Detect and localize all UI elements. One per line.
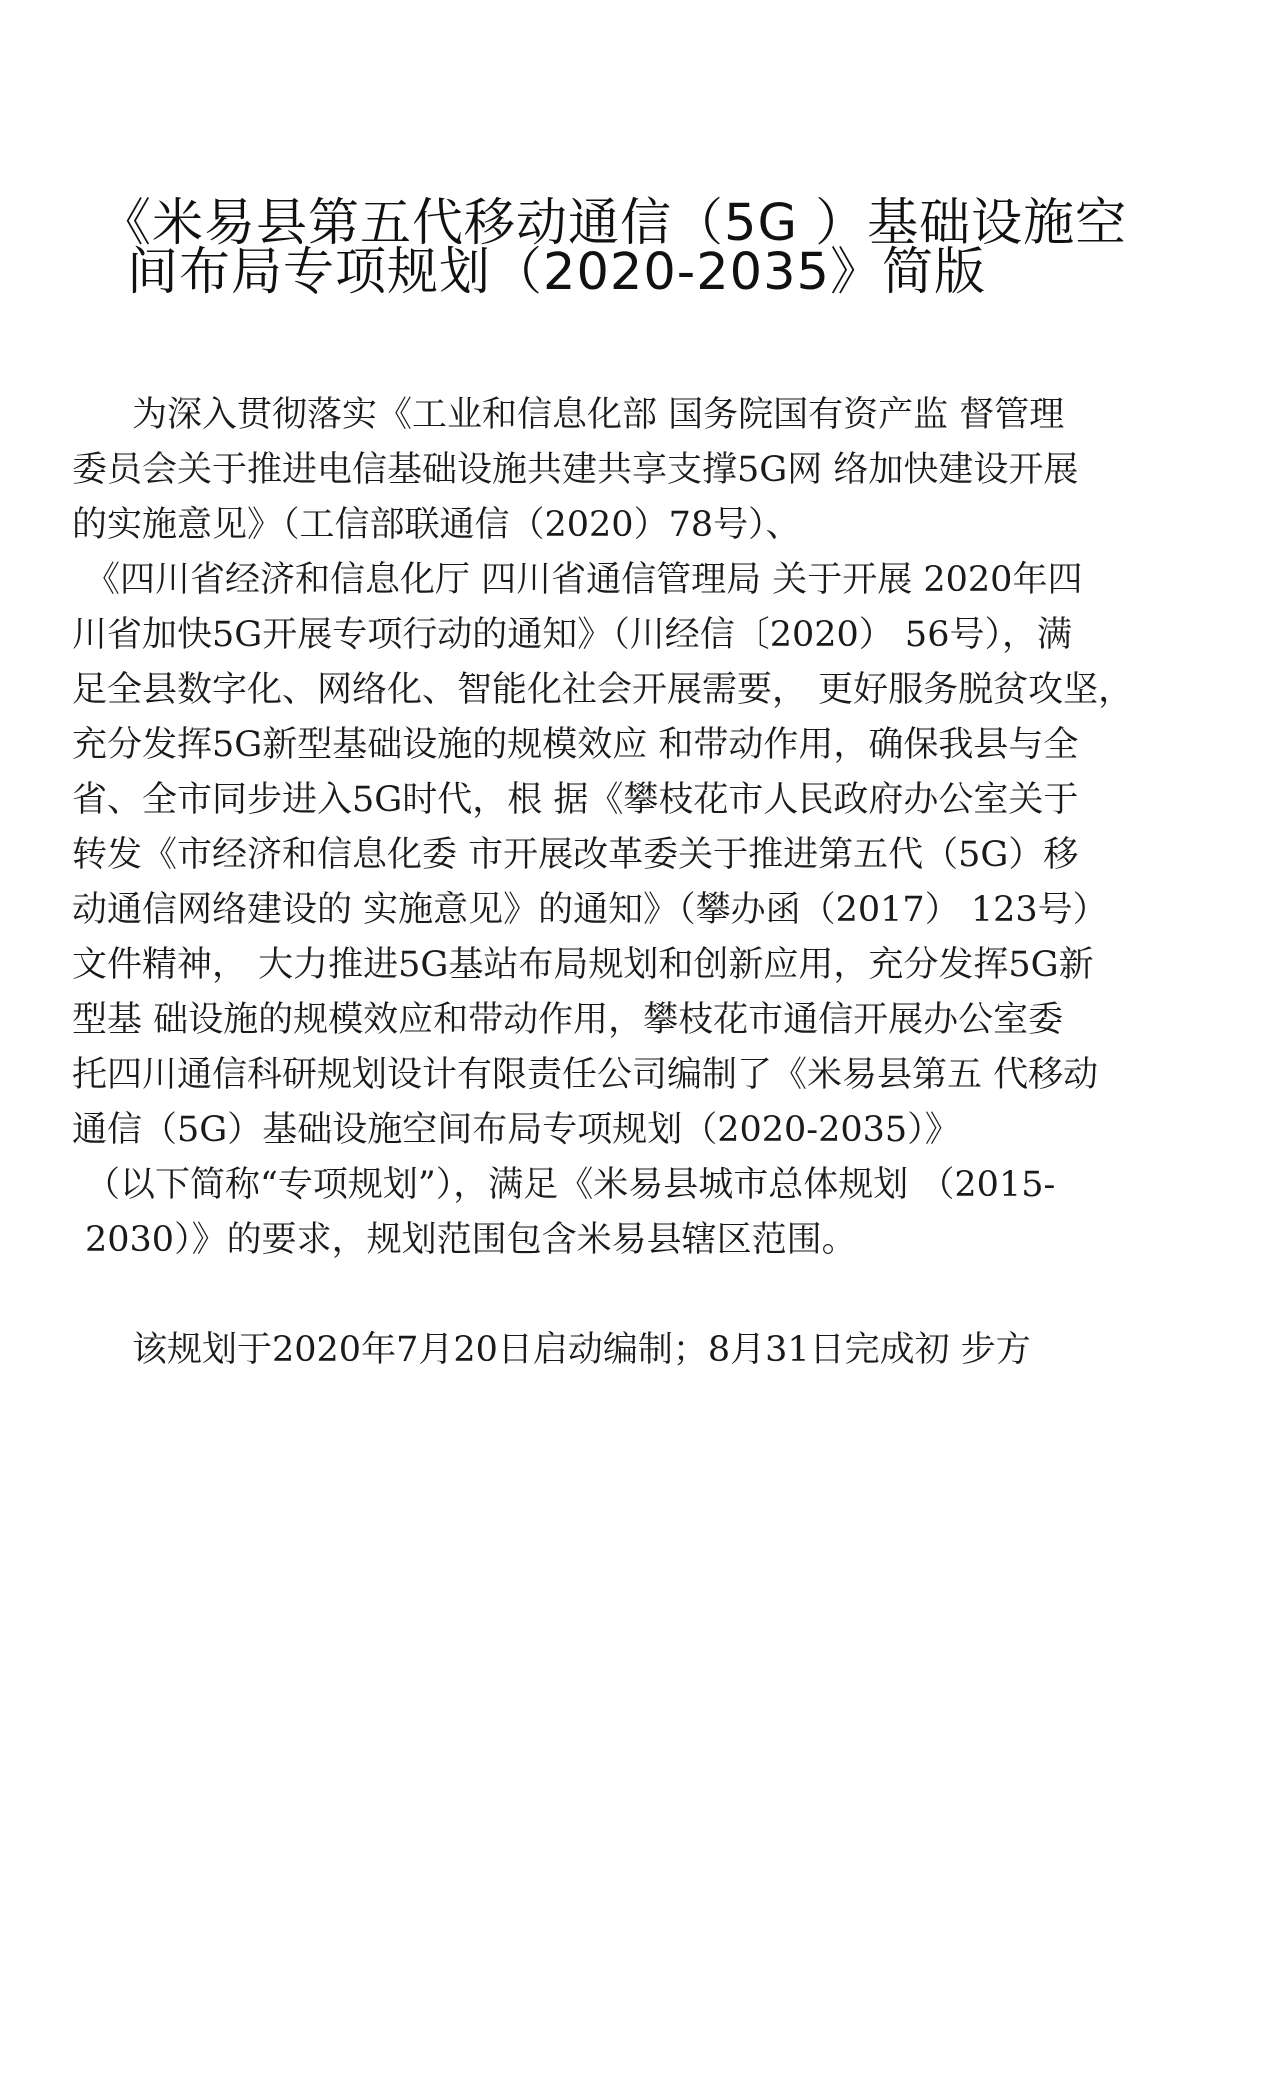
paragraph-1-line-12: 型基 础设施的规模效应和带动作用，攀枝花市通信开展办公室委 xyxy=(72,1000,1064,1040)
paragraph-1-line-7: 充分发挥5G新型基础设施的规模效应 和带动作用，确保我县与全 xyxy=(72,725,1079,765)
paragraph-1-line-14: 通信（5G）基础设施空间布局专项规划（2020-2035）》 xyxy=(72,1110,960,1150)
paragraph-1-line-3: 的实施意见》（工信部联通信（2020）78号）、 xyxy=(72,505,801,545)
paragraph-1-line-10: 动通信网络建设的 实施意见》的通知》（攀办函（2017） 123号） xyxy=(72,890,1108,930)
paragraph-1-line-6: 足全县数字化、网络化、智能化社会开展需要， 更好服务脱贫攻坚， xyxy=(72,670,1134,710)
document-title-line-1: 《米易县第五代移动通信（5G ）基础设施空 xyxy=(100,194,1128,253)
paragraph-1-line-2: 委员会关于推进电信基础设施共建共享支撑5G网 络加快建设开展 xyxy=(72,450,1079,490)
paragraph-1-line-16: 2030）》的要求，规划范围包含米易县辖区范围。 xyxy=(85,1220,857,1260)
paragraph-1-line-13: 托四川通信科研规划设计有限责任公司编制了《米易县第五 代移动 xyxy=(72,1055,1099,1095)
paragraph-2-line-1: 该规划于2020年7月20日启动编制；8月31日完成初 步方 xyxy=(132,1330,1031,1370)
document-title-line-2: 间布局专项规划（2020-2035》简版 xyxy=(127,243,986,302)
paragraph-1-line-5: 川省加快5G开展专项行动的通知》（川经信〔2020） 56号），满 xyxy=(72,615,1072,655)
paragraph-1-line-4: 《四川省经济和信息化厅 四川省通信管理局 关于开展 2020年四 xyxy=(85,560,1083,600)
paragraph-1-line-8: 省、全市同步进入5G时代，根 据《攀枝花市人民政府办公室关于 xyxy=(72,780,1079,820)
paragraph-1-line-9: 转发《市经济和信息化委 市开展改革委关于推进第五代（5G）移 xyxy=(72,835,1079,875)
paragraph-1-line-11: 文件精神， 大力推进5G基站布局规划和创新应用，充分发挥5G新 xyxy=(72,945,1094,985)
paragraph-1-line-1: 为深入贯彻落实《工业和信息化部 国务院国有资产监 督管理 xyxy=(132,395,1065,435)
paragraph-1-line-15: （以下简称“专项规划”），满足《米易县城市总体规划 （2015- xyxy=(85,1165,1056,1205)
